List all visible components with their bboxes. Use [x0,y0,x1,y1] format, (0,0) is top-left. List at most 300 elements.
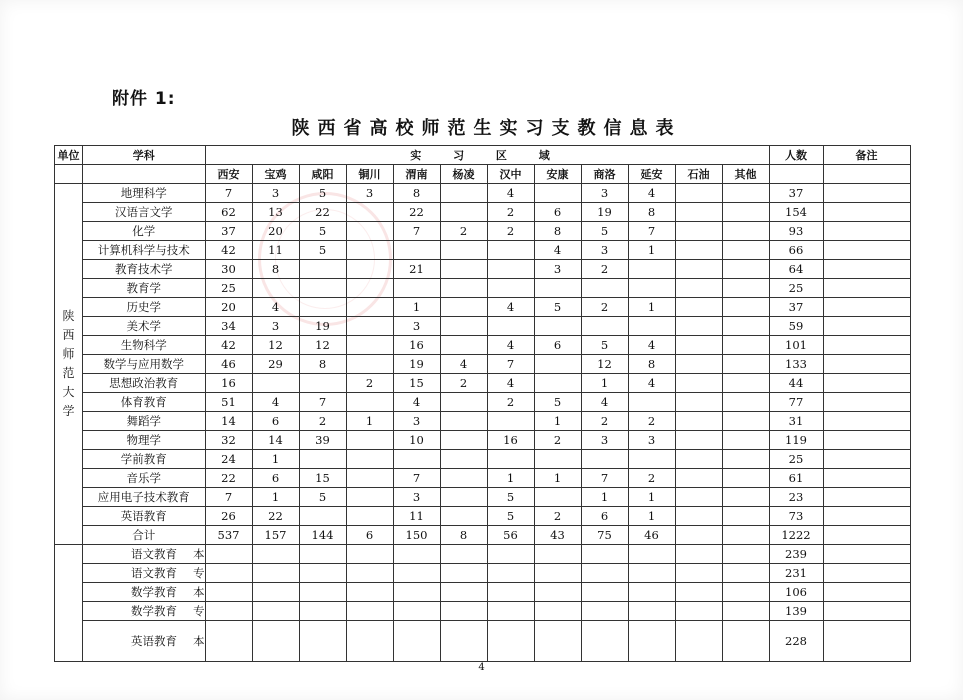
header-row-2 [55,165,911,184]
value-cell: 4 [252,298,299,317]
subject-cell: 体育教育 [83,393,206,412]
remarks-cell [823,203,910,222]
empty-cell [299,602,346,621]
extra-subject-level: 本 [193,584,205,599]
subject-cell: 音乐学 [83,469,206,488]
value-cell: 5 [534,393,581,412]
empty-cell [55,165,83,184]
extra-subject-name: 英语教育 [131,633,177,648]
region-header-9: 商洛 [581,165,628,184]
empty-cell [581,621,628,662]
empty-cell [534,583,581,602]
empty-cell [346,602,393,621]
empty-cell [628,564,675,583]
total-cell: 66 [769,241,823,260]
value-cell: 3 [393,317,440,336]
empty-cell [675,583,722,602]
value-cell [722,184,769,203]
empty-cell [83,165,206,184]
extra-row [55,602,911,621]
value-cell [440,336,487,355]
unit-cell-empty [55,545,83,662]
value-cell: 7 [205,488,252,507]
value-cell [675,222,722,241]
table-row [55,412,911,431]
value-cell [440,279,487,298]
subject-cell: 历史学 [83,298,206,317]
empty-cell [299,545,346,564]
sum-value-cell: 46 [628,526,675,545]
extra-total-cell: 228 [769,621,823,662]
value-cell [534,184,581,203]
value-cell [487,317,534,336]
subject-cell: 教育学 [83,279,206,298]
empty-cell [393,545,440,564]
extra-total-cell: 239 [769,545,823,564]
remarks-header: 备注 [823,146,910,165]
subject-cell: 地理科学 [83,184,206,203]
subject-cell: 物理学 [83,431,206,450]
value-cell: 42 [205,241,252,260]
value-cell: 8 [534,222,581,241]
table-row [55,507,911,526]
value-cell: 1 [534,412,581,431]
value-cell [487,260,534,279]
unit-cell: 陕 西 师 范 大 学 [55,184,83,545]
header-row-1 [55,146,911,165]
value-cell: 12 [299,336,346,355]
sum-value-cell: 537 [205,526,252,545]
sum-value-cell: 144 [299,526,346,545]
value-cell: 15 [299,469,346,488]
empty-cell [581,564,628,583]
table-row [55,374,911,393]
empty-cell [440,621,487,662]
extra-row [55,621,911,662]
value-cell [675,279,722,298]
value-cell [440,298,487,317]
value-cell: 4 [628,184,675,203]
value-cell [722,355,769,374]
value-cell: 2 [581,412,628,431]
total-cell: 23 [769,488,823,507]
value-cell: 16 [393,336,440,355]
value-cell [675,412,722,431]
sum-value-cell [675,526,722,545]
table-row [55,222,911,241]
value-cell: 2 [534,507,581,526]
extra-subject-name: 语文教育 [131,565,177,580]
value-cell: 8 [628,355,675,374]
extra-subject-cell [83,621,206,662]
empty-cell [205,621,252,662]
remarks-cell [823,507,910,526]
total-cell: 119 [769,431,823,450]
value-cell [675,184,722,203]
value-cell [675,298,722,317]
value-cell: 1 [252,450,299,469]
value-cell [346,203,393,222]
empty-cell [628,602,675,621]
empty-cell [581,545,628,564]
region-header-6: 杨凌 [440,165,487,184]
value-cell: 1 [581,374,628,393]
sum-value-cell: 6 [346,526,393,545]
empty-cell [675,602,722,621]
value-cell [534,317,581,336]
value-cell: 2 [346,374,393,393]
value-cell: 5 [299,488,346,507]
total-cell: 31 [769,412,823,431]
value-cell: 62 [205,203,252,222]
value-cell: 8 [628,203,675,222]
value-cell [628,450,675,469]
empty-cell [252,564,299,583]
value-cell [581,450,628,469]
value-cell [440,507,487,526]
region-header-7: 汉中 [487,165,534,184]
value-cell [581,279,628,298]
sum-value-cell: 150 [393,526,440,545]
value-cell [346,260,393,279]
value-cell [346,222,393,241]
total-cell: 64 [769,260,823,279]
subject-cell: 美术学 [83,317,206,336]
value-cell: 29 [252,355,299,374]
sum-value-cell: 43 [534,526,581,545]
empty-cell [205,564,252,583]
empty-cell [722,621,769,662]
value-cell: 3 [581,431,628,450]
value-cell: 5 [581,336,628,355]
value-cell: 19 [299,317,346,336]
empty-cell [205,602,252,621]
value-cell: 3 [252,184,299,203]
value-cell [722,203,769,222]
value-cell: 46 [205,355,252,374]
value-cell: 1 [628,507,675,526]
value-cell: 34 [205,317,252,336]
region-header-1: 西安 [205,165,252,184]
value-cell [346,450,393,469]
value-cell: 3 [628,431,675,450]
value-cell: 3 [393,488,440,507]
value-cell: 7 [581,469,628,488]
empty-cell [346,545,393,564]
table-row [55,488,911,507]
value-cell [675,336,722,355]
sum-value-cell: 8 [440,526,487,545]
table-row [55,203,911,222]
value-cell: 1 [534,469,581,488]
subject-cell: 英语教育 [83,507,206,526]
value-cell: 2 [487,222,534,241]
value-cell: 1 [252,488,299,507]
empty-cell [487,545,534,564]
page-title: 陕西省高校师范生实习支教信息表 [291,118,682,139]
empty-cell [393,583,440,602]
subject-cell: 汉语言文学 [83,203,206,222]
remarks-cell [823,317,910,336]
region-group-header: 实 习 区 域 [205,146,769,165]
value-cell [346,355,393,374]
value-cell [346,241,393,260]
value-cell [534,374,581,393]
subject-cell: 应用电子技术教育 [83,488,206,507]
value-cell: 25 [205,279,252,298]
value-cell [675,241,722,260]
value-cell [534,450,581,469]
value-cell [722,450,769,469]
total-cell: 77 [769,393,823,412]
total-cell: 93 [769,222,823,241]
empty-cell [675,545,722,564]
subject-cell: 数学与应用数学 [83,355,206,374]
value-cell [722,279,769,298]
value-cell [393,241,440,260]
value-cell: 8 [252,260,299,279]
value-cell [722,260,769,279]
empty-cell [628,621,675,662]
table-row [55,393,911,412]
value-cell [722,241,769,260]
empty-cell [393,602,440,621]
value-cell [675,203,722,222]
value-cell [346,298,393,317]
value-cell: 1 [487,469,534,488]
region-header-8: 安康 [534,165,581,184]
value-cell [487,450,534,469]
value-cell [440,488,487,507]
value-cell: 1 [628,298,675,317]
value-cell [299,298,346,317]
empty-cell [205,583,252,602]
table-row [55,355,911,374]
value-cell: 22 [299,203,346,222]
value-cell [440,393,487,412]
value-cell [628,260,675,279]
remarks-cell [823,526,910,545]
sum-value-cell: 157 [252,526,299,545]
value-cell: 4 [487,336,534,355]
value-cell: 20 [205,298,252,317]
value-cell: 39 [299,431,346,450]
value-cell: 2 [440,222,487,241]
value-cell [628,393,675,412]
value-cell [722,317,769,336]
sum-row [55,526,911,545]
total-cell: 101 [769,336,823,355]
value-cell [675,507,722,526]
value-cell: 22 [393,203,440,222]
empty-cell [581,583,628,602]
remarks-cell [823,222,910,241]
value-cell: 4 [487,374,534,393]
value-cell: 5 [299,222,346,241]
empty-cell [581,602,628,621]
table-row [55,260,911,279]
remarks-cell [823,241,910,260]
empty-cell [487,583,534,602]
value-cell [722,374,769,393]
value-cell [722,298,769,317]
empty-cell [628,583,675,602]
remarks-cell [823,298,910,317]
remarks-cell [823,469,910,488]
remarks-cell [823,336,910,355]
total-cell: 73 [769,507,823,526]
value-cell: 6 [534,203,581,222]
value-cell [440,412,487,431]
value-cell [534,279,581,298]
empty-cell [722,545,769,564]
value-cell: 51 [205,393,252,412]
remarks-cell [823,583,910,602]
value-cell [722,507,769,526]
value-cell: 24 [205,450,252,469]
value-cell [628,317,675,336]
internship-table [54,145,911,662]
table-row [55,279,911,298]
value-cell [346,336,393,355]
remarks-cell [823,184,910,203]
value-cell: 4 [581,393,628,412]
empty-cell [675,621,722,662]
empty-cell [534,564,581,583]
value-cell: 32 [205,431,252,450]
remarks-cell [823,545,910,564]
empty-cell [769,165,823,184]
value-cell: 2 [581,298,628,317]
empty-cell [534,621,581,662]
empty-cell [393,621,440,662]
value-cell: 4 [393,393,440,412]
value-cell [722,469,769,488]
empty-cell [487,602,534,621]
value-cell: 4 [628,374,675,393]
extra-subject-name: 语文教育 [131,546,177,561]
value-cell [299,507,346,526]
extra-row [55,583,911,602]
extra-total-cell: 139 [769,602,823,621]
empty-cell [722,583,769,602]
sum-value-cell: 56 [487,526,534,545]
value-cell [722,431,769,450]
value-cell: 1 [393,298,440,317]
empty-cell [487,564,534,583]
value-cell [299,374,346,393]
empty-cell [393,564,440,583]
subject-cell: 计算机科学与技术 [83,241,206,260]
value-cell [299,450,346,469]
value-cell [299,260,346,279]
empty-cell [440,583,487,602]
value-cell [440,450,487,469]
extra-subject-name: 数学教育 [131,584,177,599]
attachment-label: 附件 1: [112,89,176,109]
subject-cell: 生物科学 [83,336,206,355]
empty-cell [628,545,675,564]
value-cell: 7 [393,469,440,488]
empty-cell [487,621,534,662]
value-cell: 12 [252,336,299,355]
remarks-cell [823,450,910,469]
total-cell: 25 [769,450,823,469]
value-cell: 11 [252,241,299,260]
value-cell [440,317,487,336]
value-cell: 16 [487,431,534,450]
value-cell: 1 [346,412,393,431]
extra-row [55,564,911,583]
extra-subject-level: 专 [193,565,205,580]
value-cell [675,317,722,336]
region-header-10: 延安 [628,165,675,184]
value-cell: 2 [487,203,534,222]
value-cell: 5 [581,222,628,241]
sum-value-cell: 75 [581,526,628,545]
empty-cell [252,583,299,602]
value-cell [346,431,393,450]
value-cell: 13 [252,203,299,222]
value-cell: 7 [205,184,252,203]
empty-cell [299,583,346,602]
total-cell: 44 [769,374,823,393]
value-cell: 42 [205,336,252,355]
value-cell: 4 [487,184,534,203]
extra-subject-cell [83,602,206,621]
value-cell: 19 [581,203,628,222]
remarks-cell [823,621,910,662]
value-cell: 1 [628,488,675,507]
value-cell: 5 [534,298,581,317]
value-cell: 5 [299,184,346,203]
value-cell: 3 [581,184,628,203]
value-cell: 7 [628,222,675,241]
value-cell: 4 [252,393,299,412]
remarks-cell [823,412,910,431]
value-cell: 4 [440,355,487,374]
remarks-cell [823,564,910,583]
table-row [55,431,911,450]
value-cell [581,317,628,336]
region-header-5: 渭南 [393,165,440,184]
value-cell [722,336,769,355]
value-cell [487,241,534,260]
value-cell: 1 [628,241,675,260]
extra-row [55,545,911,564]
extra-subject-cell [83,545,206,564]
value-cell: 2 [628,412,675,431]
region-header-4: 铜川 [346,165,393,184]
value-cell: 4 [534,241,581,260]
empty-cell [346,564,393,583]
value-cell [675,374,722,393]
empty-cell [299,564,346,583]
value-cell: 30 [205,260,252,279]
region-header-11: 石油 [675,165,722,184]
value-cell: 22 [205,469,252,488]
subject-cell: 化学 [83,222,206,241]
value-cell: 3 [393,412,440,431]
empty-cell [722,564,769,583]
extra-subject-cell [83,564,206,583]
total-cell: 59 [769,317,823,336]
empty-cell [299,621,346,662]
table-row [55,184,911,203]
extra-subject-level: 本 [193,546,205,561]
value-cell: 19 [393,355,440,374]
count-header: 人数 [769,146,823,165]
